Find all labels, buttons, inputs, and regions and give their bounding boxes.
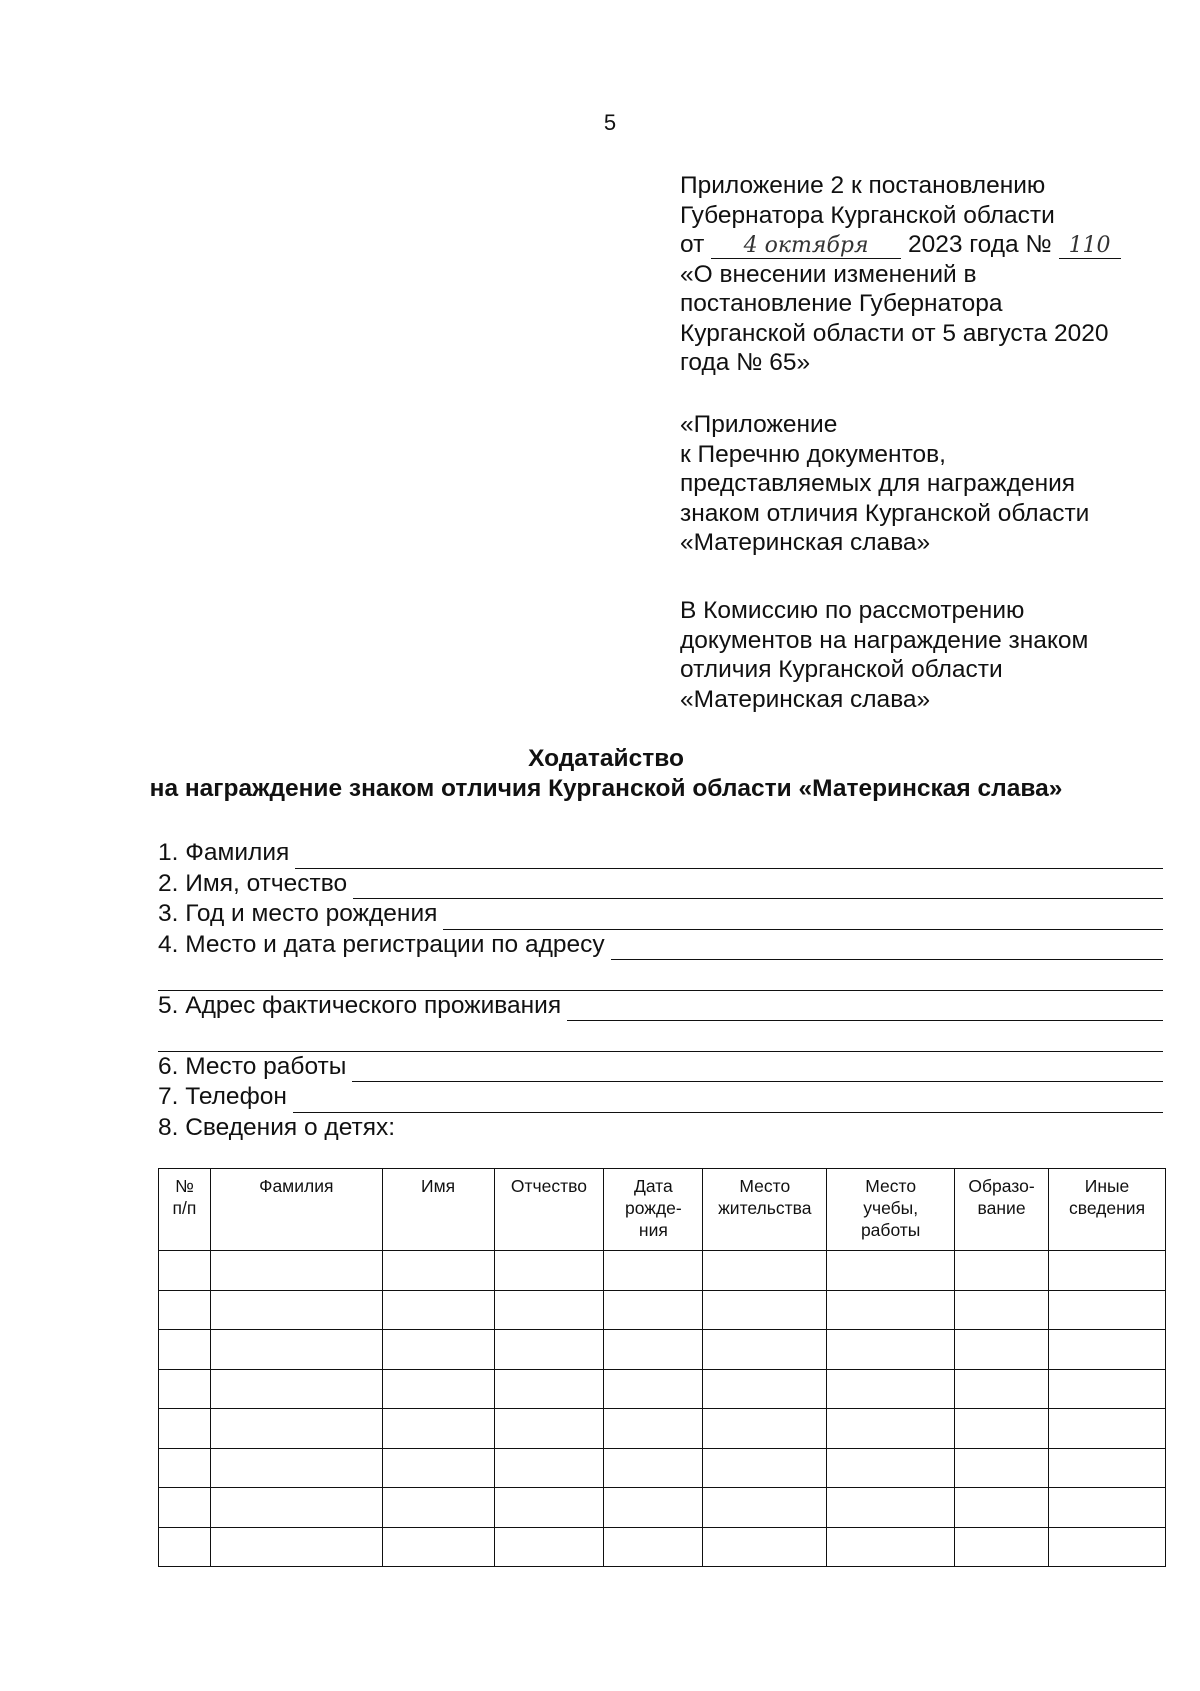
table-cell[interactable] (703, 1251, 827, 1291)
workplace-blank-line[interactable] (352, 1059, 1163, 1082)
attachment-line-5: «Материнская слава» (680, 529, 931, 556)
table-cell[interactable] (1049, 1330, 1166, 1370)
table-cell[interactable] (703, 1369, 827, 1409)
table-row (159, 1409, 1166, 1449)
header-surname: Фамилия (210, 1169, 382, 1251)
table-cell[interactable] (210, 1448, 382, 1488)
table-cell[interactable] (955, 1527, 1049, 1567)
table-cell[interactable] (703, 1527, 827, 1567)
table-cell[interactable] (382, 1290, 494, 1330)
residence-blank-line[interactable] (567, 998, 1163, 1021)
table-cell[interactable] (159, 1488, 211, 1528)
appendix-block (680, 171, 1180, 378)
residence-continuation (158, 1021, 1163, 1052)
table-cell[interactable] (955, 1488, 1049, 1528)
table-cell[interactable] (1049, 1251, 1166, 1291)
residence-continuation-line[interactable] (158, 1029, 1163, 1052)
table-row (159, 1488, 1166, 1528)
table-cell[interactable] (159, 1409, 211, 1449)
header-name: Имя (382, 1169, 494, 1251)
table-cell[interactable] (382, 1330, 494, 1370)
registration-continuation (158, 960, 1163, 991)
attachment-line-1: «Приложение (680, 411, 838, 438)
table-cell[interactable] (210, 1251, 382, 1291)
table-cell[interactable] (494, 1448, 604, 1488)
birth-blank-line[interactable] (443, 907, 1163, 930)
table-cell[interactable] (494, 1330, 604, 1370)
addressee-line-2: документов на награждение знаком (680, 626, 1089, 654)
table-cell[interactable] (1049, 1488, 1166, 1528)
attachment-line-2: к Перечню документов, (680, 440, 946, 468)
surname-field (158, 838, 1163, 869)
header-birthdate: Дата рожде- ния (604, 1169, 703, 1251)
table-row (159, 1251, 1166, 1291)
header-number: № п/п (159, 1169, 211, 1251)
table-cell[interactable] (827, 1330, 955, 1370)
table-cell[interactable] (1049, 1448, 1166, 1488)
document-title (0, 744, 1200, 804)
table-cell[interactable] (159, 1290, 211, 1330)
table-row (159, 1330, 1166, 1370)
addressee-line-1: В Комиссию по рассмотрению (680, 597, 1025, 624)
table-cell[interactable] (159, 1369, 211, 1409)
surname-label: 1. Фамилия (158, 839, 290, 866)
attachment-line-3: представляемых для награждения (680, 470, 1076, 497)
appendix-line-2: Губернатора Курганской области (680, 201, 1055, 229)
table-cell[interactable] (955, 1290, 1049, 1330)
name-patronymic-blank-line[interactable] (353, 876, 1163, 899)
handwritten-number: 110 (1059, 234, 1121, 259)
table-cell[interactable] (1049, 1369, 1166, 1409)
registration-field (158, 930, 1163, 961)
table-cell[interactable] (382, 1448, 494, 1488)
table-cell[interactable] (210, 1527, 382, 1567)
table-cell[interactable] (703, 1290, 827, 1330)
title-heading: Ходатайство (528, 745, 684, 772)
header-study-work: Место учебы, работы (827, 1169, 955, 1251)
header-patronymic: Отчество (494, 1169, 604, 1251)
table-cell[interactable] (955, 1409, 1049, 1449)
table-cell[interactable] (159, 1251, 211, 1291)
date-prefix: от (680, 231, 705, 258)
page-number: 5 (603, 110, 617, 135)
table-cell[interactable] (159, 1527, 211, 1567)
table-cell[interactable] (494, 1290, 604, 1330)
table-cell[interactable] (159, 1330, 211, 1370)
table-cell[interactable] (1049, 1527, 1166, 1567)
registration-label: 4. Место и дата регистрации по адресу (158, 930, 605, 958)
table-cell[interactable] (604, 1488, 703, 1528)
table-cell[interactable] (210, 1488, 382, 1528)
children-label: 8. Сведения о детях: (158, 1113, 396, 1141)
name-patronymic-label: 2. Имя, отчество (158, 869, 348, 897)
table-cell[interactable] (955, 1330, 1049, 1370)
table-row (159, 1448, 1166, 1488)
table-cell[interactable] (703, 1330, 827, 1370)
table-cell[interactable] (210, 1290, 382, 1330)
table-cell[interactable] (827, 1251, 955, 1291)
table-cell[interactable] (494, 1488, 604, 1528)
table-row (159, 1527, 1166, 1567)
appendix-line-1: Приложение 2 к постановлению (680, 172, 1046, 199)
table-cell[interactable] (604, 1290, 703, 1330)
table-cell[interactable] (955, 1448, 1049, 1488)
addressee-line-4: «Материнская слава» (680, 685, 931, 713)
table-cell[interactable] (703, 1409, 827, 1449)
table-cell[interactable] (210, 1369, 382, 1409)
table-cell[interactable] (382, 1527, 494, 1567)
table-cell[interactable] (827, 1488, 955, 1528)
applicant-form (158, 838, 1163, 1143)
children-heading-row (158, 1113, 1163, 1144)
table-cell[interactable] (703, 1488, 827, 1528)
registration-blank-line[interactable] (611, 937, 1163, 960)
birth-label: 3. Год и место рождения (158, 900, 438, 927)
surname-blank-line[interactable] (295, 846, 1163, 869)
table-cell[interactable] (210, 1330, 382, 1370)
appendix-line-7: года № 65» (680, 349, 811, 376)
table-cell[interactable] (494, 1251, 604, 1291)
table-cell[interactable] (827, 1290, 955, 1330)
handwritten-date: 4 октября (711, 234, 901, 259)
table-cell[interactable] (604, 1448, 703, 1488)
table-cell[interactable] (1049, 1290, 1166, 1330)
phone-label: 7. Телефон (158, 1083, 287, 1110)
residence-label: 5. Адрес фактического проживания (158, 991, 562, 1019)
birth-field (158, 899, 1163, 930)
table-cell[interactable] (382, 1251, 494, 1291)
children-table (158, 1168, 1166, 1567)
table-cell[interactable] (382, 1488, 494, 1528)
header-other: Иные сведения (1049, 1169, 1166, 1251)
table-row (159, 1369, 1166, 1409)
table-cell[interactable] (827, 1448, 955, 1488)
table-cell[interactable] (382, 1369, 494, 1409)
table-cell[interactable] (210, 1409, 382, 1449)
addressee-block (680, 596, 1180, 714)
children-table-body (159, 1251, 1166, 1567)
phone-field (158, 1082, 1163, 1113)
appendix-line-6: Курганской области от 5 августа 2020 (680, 319, 1109, 347)
table-cell[interactable] (955, 1369, 1049, 1409)
table-cell[interactable] (494, 1409, 604, 1449)
table-cell[interactable] (703, 1448, 827, 1488)
workplace-label: 6. Место работы (158, 1052, 347, 1080)
table-cell[interactable] (604, 1369, 703, 1409)
table-cell[interactable] (827, 1527, 955, 1567)
table-cell[interactable] (159, 1448, 211, 1488)
appendix-date-line (680, 230, 1180, 260)
table-cell[interactable] (604, 1251, 703, 1291)
phone-blank-line[interactable] (293, 1090, 1163, 1113)
name-patronymic-field (158, 869, 1163, 900)
table-cell[interactable] (494, 1369, 604, 1409)
appendix-line-4: «О внесении изменений в (680, 260, 977, 288)
table-cell[interactable] (494, 1527, 604, 1567)
table-cell[interactable] (382, 1409, 494, 1449)
table-cell[interactable] (827, 1409, 955, 1449)
table-cell[interactable] (604, 1330, 703, 1370)
attachment-line-4: знаком отличия Курганской области (680, 499, 1090, 527)
addressee-line-3: отличия Курганской области (680, 656, 1003, 683)
table-cell[interactable] (604, 1527, 703, 1567)
registration-continuation-line[interactable] (158, 968, 1163, 991)
table-header-row (159, 1169, 1166, 1251)
table-cell[interactable] (1049, 1409, 1166, 1449)
workplace-field (158, 1052, 1163, 1083)
table-cell[interactable] (604, 1409, 703, 1449)
appendix-line-5: постановление Губернатора (680, 290, 1003, 317)
title-subheading: на награждение знаком отличия Курганской области «Материнская слава» (149, 775, 1063, 802)
table-cell[interactable] (955, 1251, 1049, 1291)
attachment-block (680, 410, 1180, 558)
header-residence: Место жительства (703, 1169, 827, 1251)
date-suffix: 2023 года № (907, 231, 1052, 258)
table-cell[interactable] (827, 1369, 955, 1409)
residence-field (158, 991, 1163, 1022)
table-row (159, 1290, 1166, 1330)
header-education: Образо- вание (955, 1169, 1049, 1251)
